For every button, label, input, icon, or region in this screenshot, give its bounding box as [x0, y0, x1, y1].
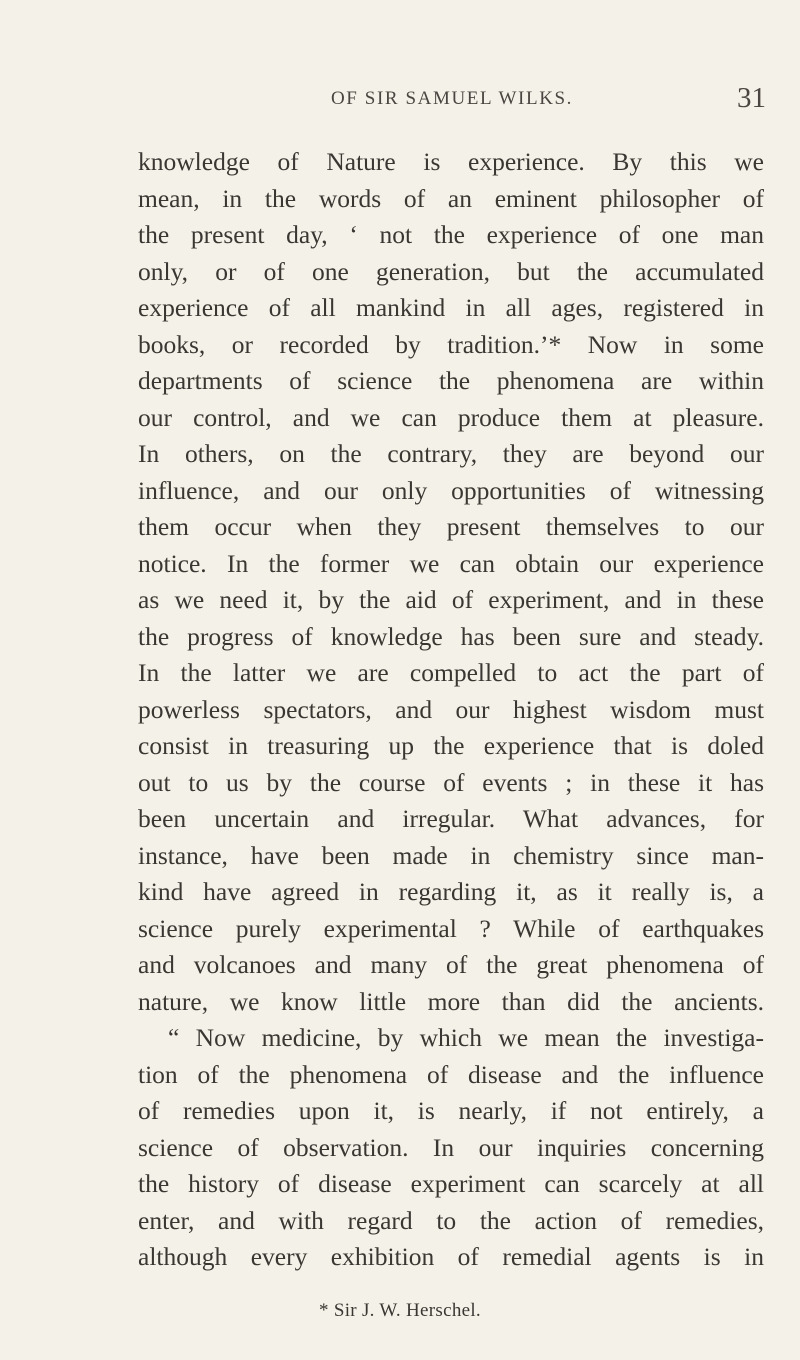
text-line: science of observation. In our inquiries concerning: [138, 1132, 764, 1162]
text-line: only, or of one generation, but the accumulated: [138, 256, 764, 286]
text-line: mean, in the words of an eminent philosopher of: [138, 183, 764, 213]
text-line: of remedies upon it, is nearly, if not entirely, a: [138, 1096, 764, 1125]
text-line: out to us by the course of events ; in these it has: [138, 767, 764, 797]
body-text: [138, 144, 764, 1276]
running-head: [138, 82, 766, 118]
text-line: nature, we know little more than did the ancients.: [138, 986, 764, 1016]
text-line: as we need it, by the aid of experiment, and in these: [138, 585, 764, 614]
text-line: knowledge of Nature is experience. By this we: [138, 147, 764, 176]
text-line: powerless spectators, and our highest wisdom must: [138, 694, 764, 724]
text-line: enter, and with regard to the action of remedies,: [138, 1205, 764, 1235]
footnote: * Sir J. W. Herschel.: [319, 1300, 481, 1321]
page-number: 31: [737, 82, 766, 114]
text-line: kind have agreed in regarding it, as it really is, a: [138, 877, 764, 906]
text-line: our control, and we can produce them at pleasure.: [138, 402, 764, 432]
text-line: the history of disease experiment can scarcely at all: [138, 1169, 764, 1198]
text-line: departments of science the phenomena are within: [138, 366, 764, 395]
text-line: them occur when they present themselves to our: [138, 512, 764, 541]
paragraph-start-line: “ Now medicine, by which we mean the investiga-: [168, 1023, 764, 1052]
text-line: consist in treasuring up the experience that is doled: [138, 731, 764, 760]
text-line: influence, and our only opportunities of witnessing: [138, 475, 764, 505]
text-line: books, or recorded by tradition.’* Now in some: [138, 329, 764, 359]
text-line: experience of all mankind in all ages, registered in: [138, 293, 764, 322]
text-line: In the latter we are compelled to act the part of: [138, 658, 764, 687]
text-line: the progress of knowledge has been sure and steady.: [138, 621, 764, 651]
text-line: tion of the phenomena of disease and the influence: [138, 1059, 764, 1089]
header-title: OF SIR SAMUEL WILKS.: [330, 88, 574, 109]
text-line: instance, have been made in chemistry since man-: [138, 840, 764, 870]
text-line: and volcanoes and many of the great phenomena of: [138, 950, 764, 979]
text-line: In others, on the contrary, they are beyond our: [138, 439, 764, 468]
text-line: although every exhibition of remedial agents is in: [138, 1242, 764, 1271]
text-line: the present day, ‘ not the experience of one man: [138, 220, 764, 249]
text-line: been uncertain and irregular. What advances, for: [138, 804, 764, 833]
text-line: science purely experimental ? While of earthquakes: [138, 913, 764, 943]
text-line: notice. In the former we can obtain our experience: [138, 548, 764, 578]
